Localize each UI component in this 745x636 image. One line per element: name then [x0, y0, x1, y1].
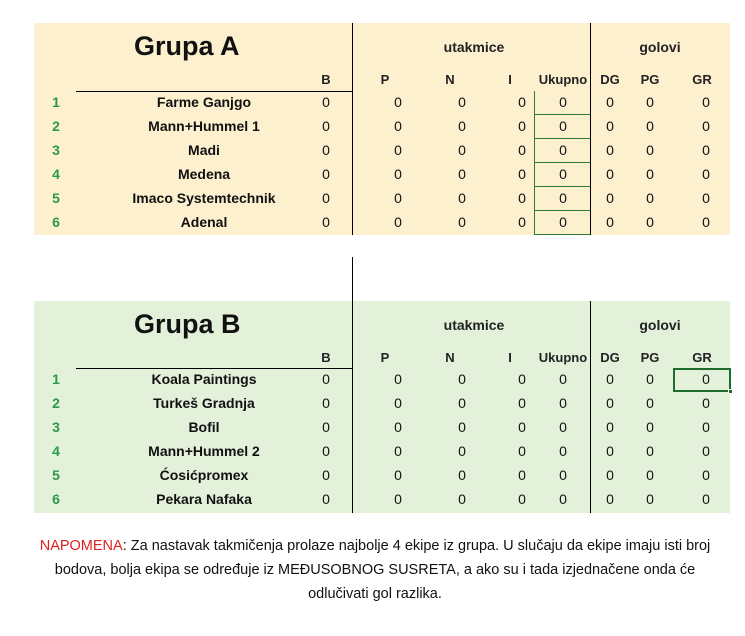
cell-dg[interactable]: 0: [606, 491, 614, 507]
column-header-n: N: [445, 350, 455, 365]
team-name: Koala Paintings: [151, 371, 257, 387]
cell-i[interactable]: 0: [518, 467, 526, 483]
cell-i[interactable]: 0: [518, 419, 526, 435]
cell-pg[interactable]: 0: [646, 419, 654, 435]
cell-pg[interactable]: 0: [646, 118, 654, 134]
team-name: Bofil: [188, 419, 220, 435]
column-header-ukupno: Ukupno: [538, 72, 588, 87]
cell-p[interactable]: 0: [394, 491, 402, 507]
column-header-pg: PG: [640, 72, 660, 87]
cell-ukupno[interactable]: 0: [559, 371, 567, 387]
cell-ukupno[interactable]: 0: [559, 419, 567, 435]
cell-pg[interactable]: 0: [646, 491, 654, 507]
team-name: Mann+Hummel 2: [148, 443, 260, 459]
cell-ukupno[interactable]: 0: [559, 118, 567, 134]
column-header-dg: DG: [600, 72, 620, 87]
cell-p[interactable]: 0: [394, 94, 402, 110]
cell-dg[interactable]: 0: [606, 419, 614, 435]
cell-pg[interactable]: 0: [646, 166, 654, 182]
cell-ukupno[interactable]: 0: [559, 491, 567, 507]
rank-number: 1: [52, 371, 60, 387]
cell-dg[interactable]: 0: [606, 214, 614, 230]
cell-b[interactable]: 0: [322, 443, 330, 459]
column-header-n: N: [445, 72, 455, 87]
group-a-table: [34, 23, 730, 235]
cell-p[interactable]: 0: [394, 166, 402, 182]
cell-gr[interactable]: 0: [702, 395, 710, 411]
table-row: [34, 464, 730, 488]
table-row: [34, 211, 730, 235]
cell-pg[interactable]: 0: [646, 94, 654, 110]
cell-dg[interactable]: 0: [606, 190, 614, 206]
cell-p[interactable]: 0: [394, 443, 402, 459]
cell-b[interactable]: 0: [322, 166, 330, 182]
cell-b[interactable]: 0: [322, 214, 330, 230]
cell-i[interactable]: 0: [518, 491, 526, 507]
column-header-gr: GR: [692, 72, 712, 87]
rank-number: 3: [52, 419, 60, 435]
team-name: Mann+Hummel 1: [148, 118, 260, 134]
cell-gr[interactable]: 0: [702, 214, 710, 230]
matches-section-header: utakmice: [443, 39, 505, 55]
cell-gr[interactable]: 0: [702, 467, 710, 483]
cell-ukupno[interactable]: 0: [559, 166, 567, 182]
rank-number: 4: [52, 443, 60, 459]
cell-n[interactable]: 0: [458, 118, 466, 134]
column-header-i: I: [508, 72, 512, 87]
cell-dg[interactable]: 0: [606, 395, 614, 411]
column-header-pg: PG: [640, 350, 660, 365]
team-name: Turkeš Gradnja: [153, 395, 255, 411]
cell-i[interactable]: 0: [518, 214, 526, 230]
cell-p[interactable]: 0: [394, 467, 402, 483]
cell-ukupno[interactable]: 0: [559, 94, 567, 110]
cell-n[interactable]: 0: [458, 214, 466, 230]
cell-gr[interactable]: 0: [702, 419, 710, 435]
rank-number: 6: [52, 491, 60, 507]
cell-pg[interactable]: 0: [646, 190, 654, 206]
cell-n[interactable]: 0: [458, 395, 466, 411]
cell-b[interactable]: 0: [322, 142, 330, 158]
cell-b[interactable]: 0: [322, 491, 330, 507]
goals-section-header: golovi: [639, 39, 681, 55]
cell-dg[interactable]: 0: [606, 467, 614, 483]
cell-gr[interactable]: 0: [702, 443, 710, 459]
table-row: [34, 392, 730, 416]
group-title: Grupa B: [134, 309, 241, 339]
cell-dg[interactable]: 0: [606, 371, 614, 387]
divider: [352, 257, 353, 301]
table-row: [34, 416, 730, 440]
cell-b[interactable]: 0: [322, 467, 330, 483]
cell-pg[interactable]: 0: [646, 371, 654, 387]
table-row: [34, 163, 730, 187]
cell-ukupno[interactable]: 0: [559, 467, 567, 483]
cell-n[interactable]: 0: [458, 94, 466, 110]
cell-pg[interactable]: 0: [646, 214, 654, 230]
note-label: NAPOMENA: [39, 538, 123, 554]
cell-gr[interactable]: 0: [702, 371, 710, 387]
cell-p[interactable]: 0: [394, 214, 402, 230]
cell-pg[interactable]: 0: [646, 142, 654, 158]
cell-ukupno[interactable]: 0: [559, 395, 567, 411]
cell-n[interactable]: 0: [458, 443, 466, 459]
table-row: [34, 368, 730, 392]
cell-pg[interactable]: 0: [646, 443, 654, 459]
column-header-b: B: [321, 72, 331, 87]
cell-gr[interactable]: 0: [702, 94, 710, 110]
cell-ukupno[interactable]: 0: [559, 214, 567, 230]
cell-i[interactable]: 0: [518, 371, 526, 387]
matches-section-header: utakmice: [443, 317, 505, 333]
cell-i[interactable]: 0: [518, 118, 526, 134]
cell-p[interactable]: 0: [394, 190, 402, 206]
cell-ukupno[interactable]: 0: [559, 443, 567, 459]
cell-b[interactable]: 0: [322, 419, 330, 435]
cell-b[interactable]: 0: [322, 190, 330, 206]
cell-ukupno[interactable]: 0: [559, 142, 567, 158]
cell-pg[interactable]: 0: [646, 395, 654, 411]
cell-i[interactable]: 0: [518, 166, 526, 182]
column-header-ukupno: Ukupno: [538, 350, 588, 365]
cell-gr[interactable]: 0: [702, 142, 710, 158]
cell-gr[interactable]: 0: [702, 166, 710, 182]
cell-b[interactable]: 0: [322, 118, 330, 134]
group-b-table: [34, 301, 730, 513]
rank-number: 3: [52, 142, 60, 158]
group-title: Grupa A: [134, 31, 240, 61]
cell-i[interactable]: 0: [518, 94, 526, 110]
cell-b[interactable]: 0: [322, 371, 330, 387]
table-row: [34, 91, 730, 115]
cell-i[interactable]: 0: [518, 142, 526, 158]
cell-p[interactable]: 0: [394, 142, 402, 158]
note-text: : Za nastavak takmičenja prolaze najbolje 4 ekipe iz grupa. U slučaju da ekipe imaju isti broj bodova, bolja ekipa se određuje iz MEĐUSOBNOG SUSRETA, a ako su i tada izjednačene onda će odlučivati gol razlika.: [54, 538, 711, 602]
cell-i[interactable]: 0: [518, 190, 526, 206]
cell-pg[interactable]: 0: [646, 467, 654, 483]
table-row: [34, 440, 730, 464]
cell-p[interactable]: 0: [394, 419, 402, 435]
rank-number: 6: [52, 214, 60, 230]
rank-number: 5: [52, 190, 60, 206]
rank-number: 2: [52, 395, 60, 411]
note-paragraph: [30, 534, 720, 606]
table-row: [34, 187, 730, 211]
team-name: Imaco Systemtechnik: [132, 190, 276, 206]
table-row: [34, 139, 730, 163]
cell-gr[interactable]: 0: [702, 190, 710, 206]
cell-dg[interactable]: 0: [606, 142, 614, 158]
cell-p[interactable]: 0: [394, 371, 402, 387]
team-name: Pekara Nafaka: [156, 491, 252, 507]
cell-dg[interactable]: 0: [606, 118, 614, 134]
cell-n[interactable]: 0: [458, 467, 466, 483]
cell-p[interactable]: 0: [394, 395, 402, 411]
column-header-b: B: [321, 350, 331, 365]
cell-dg[interactable]: 0: [606, 166, 614, 182]
team-name: Medena: [177, 166, 231, 182]
rank-number: 4: [52, 166, 60, 182]
goals-section-header: golovi: [639, 317, 681, 333]
team-name: Adenal: [180, 214, 228, 230]
column-header-gr: GR: [692, 350, 712, 365]
cell-n[interactable]: 0: [458, 142, 466, 158]
cell-ukupno[interactable]: 0: [559, 190, 567, 206]
cell-i[interactable]: 0: [518, 395, 526, 411]
cell-p[interactable]: 0: [394, 118, 402, 134]
cell-b[interactable]: 0: [322, 94, 330, 110]
rank-number: 2: [52, 118, 60, 134]
selected-cell-highlight[interactable]: [673, 368, 731, 392]
column-header-dg: DG: [600, 350, 620, 365]
cell-n[interactable]: 0: [458, 166, 466, 182]
cell-n[interactable]: 0: [458, 491, 466, 507]
rank-number: 5: [52, 467, 60, 483]
cell-b[interactable]: 0: [322, 395, 330, 411]
cell-gr[interactable]: 0: [702, 491, 710, 507]
table-row: [34, 115, 730, 139]
column-header-i: I: [508, 350, 512, 365]
column-header-p: P: [380, 350, 390, 365]
cell-n[interactable]: 0: [458, 371, 466, 387]
team-name: Madi: [188, 142, 220, 158]
cell-gr[interactable]: 0: [702, 118, 710, 134]
cell-n[interactable]: 0: [458, 190, 466, 206]
column-header-p: P: [380, 72, 390, 87]
cell-dg[interactable]: 0: [606, 94, 614, 110]
cell-i[interactable]: 0: [518, 443, 526, 459]
table-row: [34, 488, 730, 512]
team-name: Ćosićpromex: [159, 467, 249, 483]
cell-n[interactable]: 0: [458, 419, 466, 435]
rank-number: 1: [52, 94, 60, 110]
team-name: Farme Ganjgo: [156, 94, 252, 110]
cell-dg[interactable]: 0: [606, 443, 614, 459]
